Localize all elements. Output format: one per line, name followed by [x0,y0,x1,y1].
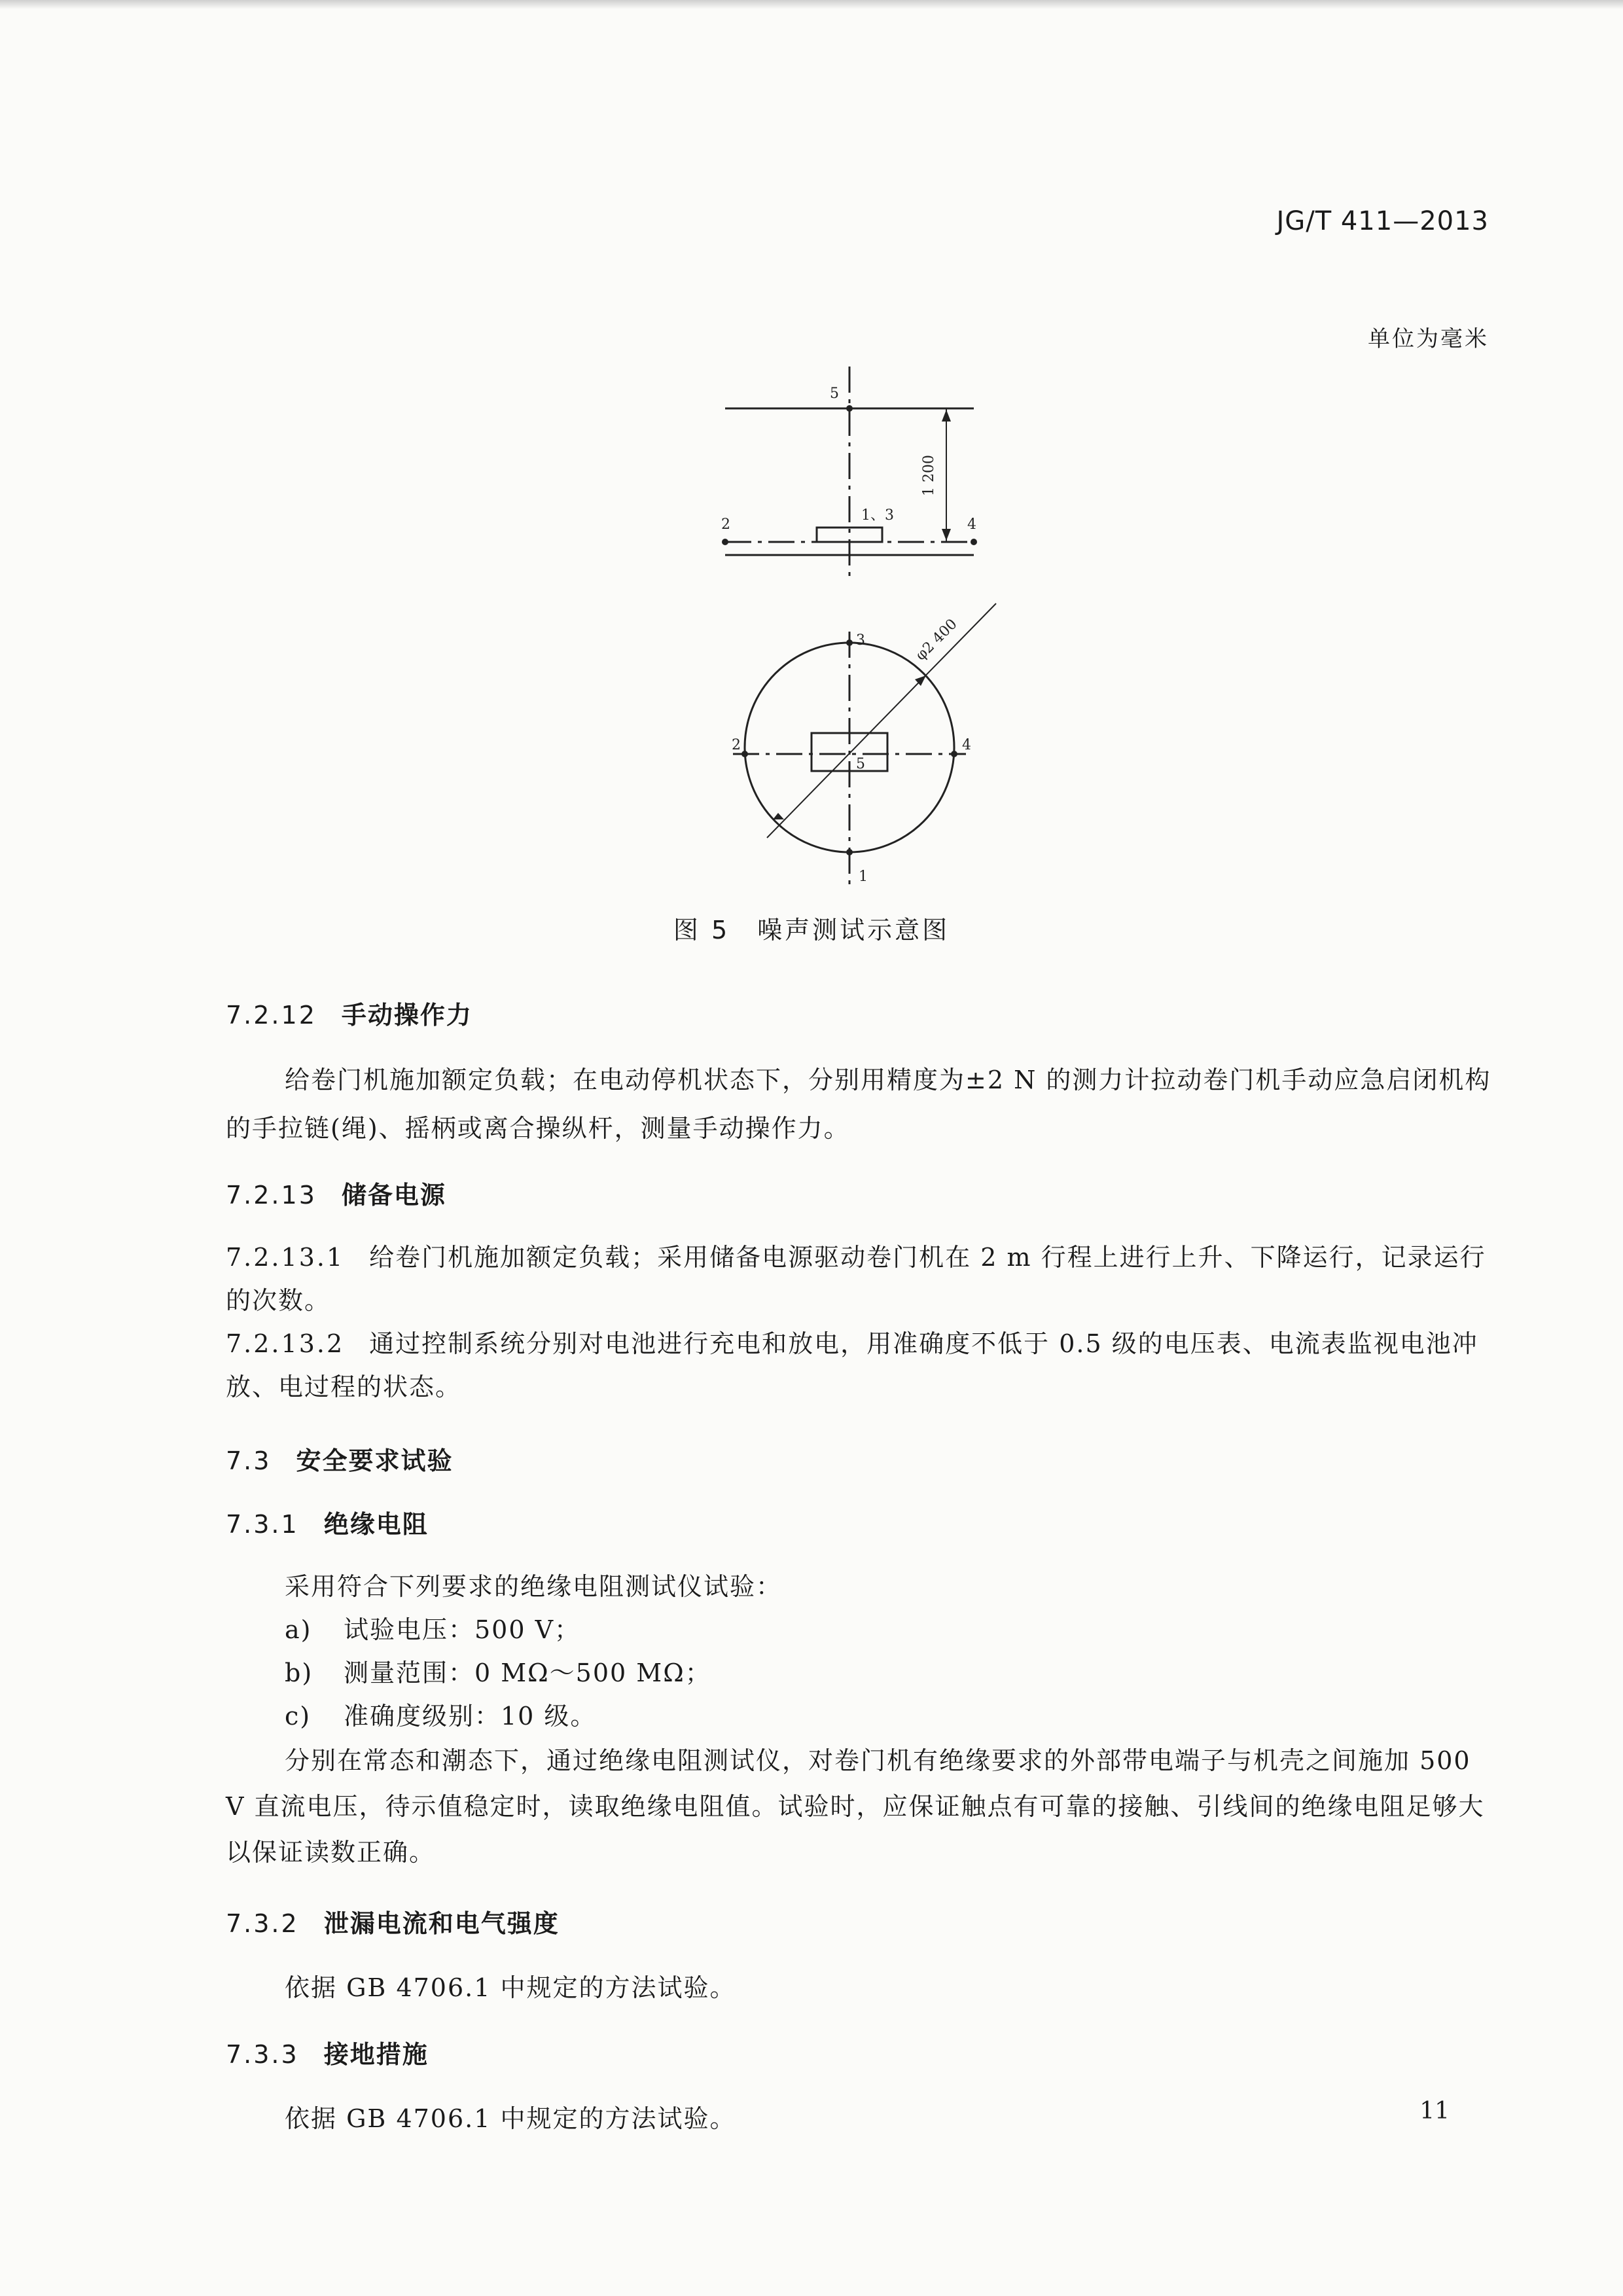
section-heading [226,1501,1495,1548]
paragraph: 依据 GB 4706.1 中规定的方法试验。 [285,1973,736,2002]
section-number: 7.3.2 [226,1909,299,1938]
subsection-number: 7.2.13.2 [226,1329,345,1358]
label-point-2: 2 [721,516,730,533]
list-marker: b) [285,1659,313,1687]
page-edge [0,0,1623,9]
paragraph: 给卷门机施加额定负载；在电动停机状态下，分别用精度为±2 N 的测力计拉动卷门机手动应急启闭机构的手拉链(绳)、摇柄或离合操纵杆，测量手动操作力。 [226,1066,1491,1143]
diameter-line [767,603,996,838]
figure-caption: 图 5 噪声测试示意图 [673,916,950,944]
plan-label-3: 3 [856,632,865,649]
diameter-label: φ2 400 [912,616,961,664]
section-number: 7.2.13 [226,1181,317,1210]
list-text: 试验电压：500 V； [344,1615,581,1644]
section-number: 7.3 [226,1446,272,1475]
section-title: 手动操作力 [341,1001,473,1030]
section-7-2-12 [226,992,1495,1153]
section-7-2-13 [226,1172,1495,1408]
noise-test-diagram [687,353,1027,890]
plan-point-1 [846,849,853,855]
subsection-7-2-13-1 [226,1236,1495,1322]
plan-point-4 [951,751,957,757]
diameter-arrow-bottom [773,813,784,819]
section-7-3-1 [226,1501,1495,1875]
section-title: 安全要求试验 [296,1446,454,1475]
list-item [226,1695,1495,1738]
section-7-3-2 [226,1900,1495,2011]
unit-note: 单位为毫米 [1368,326,1489,352]
page-number: 11 [1419,2098,1450,2125]
point-4-marker [971,539,977,545]
section-title: 储备电源 [341,1181,446,1210]
subsection-7-2-13-2 [226,1322,1495,1408]
label-point-4: 4 [967,516,976,533]
label-point-1-3: 1、3 [861,507,894,524]
paragraph: 依据 GB 4706.1 中规定的方法试验。 [285,2104,736,2133]
plan-label-5: 5 [856,756,865,772]
list-text: 准确度级别：10 级。 [344,1702,597,1731]
section-title: 接地措施 [323,2040,429,2069]
section-title: 泄漏电流和电气强度 [323,1909,560,1938]
list-marker: a) [285,1615,312,1644]
section-number: 7.3.3 [226,2040,299,2069]
section-heading [226,1900,1495,1947]
section-number: 7.3.1 [226,1510,299,1539]
plan-point-2 [741,751,748,757]
subsection-text: 给卷门机施加额定负载；采用储备电源驱动卷门机在 2 m 行程上进行上升、下降运行，记录运行的次数。 [226,1243,1486,1315]
label-point-5: 5 [830,386,839,402]
paragraph: 分别在常态和潮态下，通过绝缘电阻测试仪，对卷门机有绝缘要求的外部带电端子与机壳之间施加 500 V 直流电压，待示值稳定时，读取绝缘电阻值。试验时，应保证触点有可靠的接触、引线间的绝缘电阻足够大以保证读数正确。 [226,1746,1485,1867]
plan-label-2: 2 [732,737,741,753]
plan-point-3 [846,639,853,646]
list-item [226,1608,1495,1651]
section-heading [226,992,1495,1039]
section-title: 绝缘电阻 [323,1510,429,1539]
section-7-3-3 [226,2031,1495,2142]
section-heading [226,2031,1495,2078]
plan-label-1: 1 [859,869,868,885]
list-item [226,1651,1495,1695]
section-heading [226,1172,1495,1219]
list-text: 测量范围：0 MΩ～500 MΩ； [344,1659,711,1687]
plan-label-4: 4 [962,737,971,753]
subsection-text: 通过控制系统分别对电池进行充电和放电，用准确度不低于 0.5 级的电压表、电流表监视电池冲放、电过程的状态。 [226,1329,1478,1401]
section-7-3-heading [226,1437,1495,1484]
subsection-number: 7.2.13.1 [226,1243,345,1272]
intro-paragraph: 采用符合下列要求的绝缘电阻测试仪试验： [285,1572,783,1601]
dimension-arrow-top [942,410,951,422]
section-number: 7.2.12 [226,1001,317,1030]
list-marker: c) [285,1702,312,1731]
dimension-label: 1 200 [921,455,937,496]
standard-code: JG/T 411—2013 [1276,206,1489,236]
point-2-marker [722,539,728,545]
point-5-marker [846,405,853,412]
dimension-arrow-bottom [942,529,951,541]
